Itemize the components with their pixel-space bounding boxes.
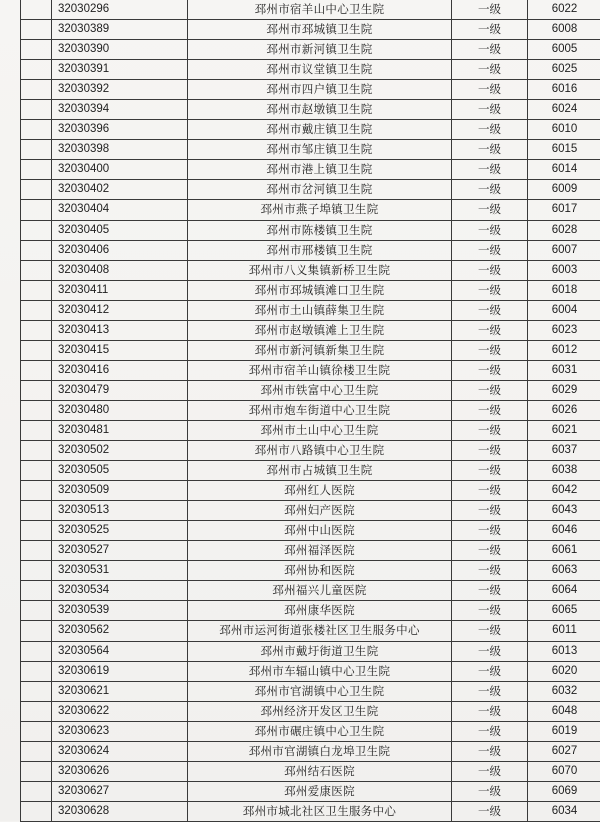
- table-row: [21, 801, 600, 821]
- row-index-cell: [21, 681, 52, 701]
- institution-code-cell: 32030509: [52, 481, 188, 501]
- table-row: [21, 761, 600, 781]
- level-cell: 一级: [452, 521, 528, 541]
- institution-name-cell: 邳州市邹庄镇卫生院: [188, 140, 452, 160]
- institution-name-cell: 邳州市赵墩镇卫生院: [188, 100, 452, 120]
- level-cell: 一级: [452, 741, 528, 761]
- row-index-cell: [21, 601, 52, 621]
- number-cell: 6014: [528, 160, 600, 180]
- institution-name-cell: 邳州福兴儿童医院: [188, 581, 452, 601]
- institution-name-cell: 邳州市占城镇卫生院: [188, 461, 452, 481]
- row-index-cell: [21, 400, 52, 420]
- number-cell: 6007: [528, 240, 600, 260]
- institution-code-cell: 32030391: [52, 60, 188, 80]
- institution-name-cell: 邳州市土山镇薛集卫生院: [188, 300, 452, 320]
- institution-code-cell: 32030413: [52, 320, 188, 340]
- level-cell: 一级: [452, 721, 528, 741]
- level-cell: 一级: [452, 200, 528, 220]
- institution-code-cell: 32030562: [52, 621, 188, 641]
- number-cell: 6017: [528, 200, 600, 220]
- row-index-cell: [21, 420, 52, 440]
- number-cell: 6034: [528, 801, 600, 821]
- number-cell: 6023: [528, 320, 600, 340]
- row-index-cell: [21, 240, 52, 260]
- level-cell: 一级: [452, 781, 528, 801]
- institution-code-cell: 32030534: [52, 581, 188, 601]
- number-cell: 6008: [528, 20, 600, 40]
- level-cell: 一级: [452, 100, 528, 120]
- number-cell: 6046: [528, 521, 600, 541]
- number-cell: 6024: [528, 100, 600, 120]
- table-row: [21, 80, 600, 100]
- institution-code-cell: 32030406: [52, 240, 188, 260]
- table-row: [21, 561, 600, 581]
- institution-code-cell: 32030390: [52, 40, 188, 60]
- row-index-cell: [21, 100, 52, 120]
- institution-name-cell: 邳州爱康医院: [188, 781, 452, 801]
- level-cell: 一级: [452, 0, 528, 20]
- institution-code-cell: 32030296: [52, 0, 188, 20]
- number-cell: 6032: [528, 681, 600, 701]
- number-cell: 6013: [528, 641, 600, 661]
- number-cell: 6022: [528, 0, 600, 20]
- number-cell: 6009: [528, 180, 600, 200]
- institution-code-cell: 32030480: [52, 400, 188, 420]
- table-row: [21, 441, 600, 461]
- level-cell: 一级: [452, 601, 528, 621]
- institution-code-cell: 32030416: [52, 360, 188, 380]
- institution-code-cell: 32030564: [52, 641, 188, 661]
- row-index-cell: [21, 140, 52, 160]
- table-row: [21, 300, 600, 320]
- table-row: [21, 100, 600, 120]
- row-index-cell: [21, 521, 52, 541]
- row-index-cell: [21, 340, 52, 360]
- institution-name-cell: 邳州市新河镇卫生院: [188, 40, 452, 60]
- table-row: [21, 240, 600, 260]
- row-index-cell: [21, 541, 52, 561]
- institution-name-cell: 邳州市宿羊山镇徐楼卫生院: [188, 360, 452, 380]
- level-cell: 一级: [452, 220, 528, 240]
- number-cell: 6065: [528, 601, 600, 621]
- number-cell: 6019: [528, 721, 600, 741]
- level-cell: 一级: [452, 120, 528, 140]
- institution-code-cell: 32030539: [52, 601, 188, 621]
- row-index-cell: [21, 180, 52, 200]
- table-row: [21, 40, 600, 60]
- level-cell: 一级: [452, 581, 528, 601]
- row-index-cell: [21, 280, 52, 300]
- number-cell: 6025: [528, 60, 600, 80]
- institution-name-cell: 邳州市官湖镇中心卫生院: [188, 681, 452, 701]
- institution-name-cell: 邳州市运河街道张楼社区卫生服务中心: [188, 621, 452, 641]
- institution-name-cell: 邳州市邳城镇卫生院: [188, 20, 452, 40]
- level-cell: 一级: [452, 681, 528, 701]
- number-cell: 6005: [528, 40, 600, 60]
- institution-code-cell: 32030619: [52, 661, 188, 681]
- number-cell: 6016: [528, 80, 600, 100]
- level-cell: 一级: [452, 761, 528, 781]
- table-row: [21, 340, 600, 360]
- institution-name-cell: 邳州市陈楼镇卫生院: [188, 220, 452, 240]
- row-index-cell: [21, 40, 52, 60]
- level-cell: 一级: [452, 20, 528, 40]
- level-cell: 一级: [452, 60, 528, 80]
- level-cell: 一级: [452, 461, 528, 481]
- row-index-cell: [21, 200, 52, 220]
- institution-code-cell: 32030411: [52, 280, 188, 300]
- table-row: [21, 420, 600, 440]
- institution-name-cell: 邳州市燕子埠镇卫生院: [188, 200, 452, 220]
- table-row: [21, 481, 600, 501]
- number-cell: 6028: [528, 220, 600, 240]
- level-cell: 一级: [452, 420, 528, 440]
- institution-code-cell: 32030627: [52, 781, 188, 801]
- level-cell: 一级: [452, 40, 528, 60]
- institution-code-cell: 32030404: [52, 200, 188, 220]
- row-index-cell: [21, 741, 52, 761]
- institution-name-cell: 邳州市赵墩镇滩上卫生院: [188, 320, 452, 340]
- row-index-cell: [21, 300, 52, 320]
- level-cell: 一级: [452, 501, 528, 521]
- institution-code-cell: 32030405: [52, 220, 188, 240]
- institution-name-cell: 邳州市土山中心卫生院: [188, 420, 452, 440]
- institution-code-cell: 32030505: [52, 461, 188, 481]
- table-row: [21, 601, 600, 621]
- table-row: [21, 160, 600, 180]
- institution-code-cell: 32030398: [52, 140, 188, 160]
- row-index-cell: [21, 581, 52, 601]
- institution-name-cell: 邳州市铁富中心卫生院: [188, 380, 452, 400]
- number-cell: 6048: [528, 701, 600, 721]
- level-cell: 一级: [452, 481, 528, 501]
- level-cell: 一级: [452, 240, 528, 260]
- level-cell: 一级: [452, 400, 528, 420]
- institution-code-cell: 32030623: [52, 721, 188, 741]
- number-cell: 6027: [528, 741, 600, 761]
- table-row: [21, 220, 600, 240]
- institution-name-cell: 邳州经济开发区卫生院: [188, 701, 452, 721]
- institution-name-cell: 邳州市邳城镇滩口卫生院: [188, 280, 452, 300]
- level-cell: 一级: [452, 621, 528, 641]
- institution-code-cell: 32030415: [52, 340, 188, 360]
- number-cell: 6069: [528, 781, 600, 801]
- number-cell: 6021: [528, 420, 600, 440]
- row-index-cell: [21, 320, 52, 340]
- number-cell: 6038: [528, 461, 600, 481]
- level-cell: 一级: [452, 541, 528, 561]
- row-index-cell: [21, 461, 52, 481]
- institution-name-cell: 邳州结石医院: [188, 761, 452, 781]
- institution-name-cell: 邳州市八义集镇新桥卫生院: [188, 260, 452, 280]
- row-index-cell: [21, 621, 52, 641]
- institution-code-cell: 32030531: [52, 561, 188, 581]
- table-row: [21, 741, 600, 761]
- row-index-cell: [21, 120, 52, 140]
- table-row: [21, 621, 600, 641]
- row-index-cell: [21, 60, 52, 80]
- table-row: [21, 781, 600, 801]
- institution-code-cell: 32030624: [52, 741, 188, 761]
- number-cell: 6070: [528, 761, 600, 781]
- table-row: [21, 0, 600, 20]
- number-cell: 6011: [528, 621, 600, 641]
- level-cell: 一级: [452, 701, 528, 721]
- level-cell: 一级: [452, 340, 528, 360]
- row-index-cell: [21, 481, 52, 501]
- level-cell: 一级: [452, 280, 528, 300]
- table-row: [21, 541, 600, 561]
- number-cell: 6043: [528, 501, 600, 521]
- institution-name-cell: 邳州市邢楼镇卫生院: [188, 240, 452, 260]
- table-row: [21, 581, 600, 601]
- table-row: [21, 681, 600, 701]
- institution-code-cell: 32030400: [52, 160, 188, 180]
- table-row: [21, 60, 600, 80]
- row-index-cell: [21, 360, 52, 380]
- institution-code-cell: 32030392: [52, 80, 188, 100]
- institution-name-cell: 邳州康华医院: [188, 601, 452, 621]
- number-cell: 6012: [528, 340, 600, 360]
- level-cell: 一级: [452, 661, 528, 681]
- row-index-cell: [21, 160, 52, 180]
- institution-code-cell: 32030621: [52, 681, 188, 701]
- level-cell: 一级: [452, 180, 528, 200]
- institution-name-cell: 邳州福泽医院: [188, 541, 452, 561]
- institution-code-cell: 32030502: [52, 441, 188, 461]
- row-index-cell: [21, 260, 52, 280]
- number-cell: 6029: [528, 380, 600, 400]
- level-cell: 一级: [452, 360, 528, 380]
- level-cell: 一级: [452, 641, 528, 661]
- table-row: [21, 641, 600, 661]
- row-index-cell: [21, 20, 52, 40]
- table-row: [21, 380, 600, 400]
- institution-name-cell: 邳州市碾庄镇中心卫生院: [188, 721, 452, 741]
- number-cell: 6003: [528, 260, 600, 280]
- row-index-cell: [21, 761, 52, 781]
- institution-code-cell: 32030412: [52, 300, 188, 320]
- row-index-cell: [21, 561, 52, 581]
- table-row: [21, 501, 600, 521]
- number-cell: 6018: [528, 280, 600, 300]
- institution-name-cell: 邳州市新河镇新集卫生院: [188, 340, 452, 360]
- level-cell: 一级: [452, 140, 528, 160]
- level-cell: 一级: [452, 380, 528, 400]
- table-row: [21, 20, 600, 40]
- table-row: [21, 260, 600, 280]
- number-cell: 6061: [528, 541, 600, 561]
- number-cell: 6042: [528, 481, 600, 501]
- table-row: [21, 461, 600, 481]
- table-row: [21, 120, 600, 140]
- institution-name-cell: 邳州红人医院: [188, 481, 452, 501]
- institution-name-cell: 邳州市戴庄镇卫生院: [188, 120, 452, 140]
- institution-name-cell: 邳州市八路镇中心卫生院: [188, 441, 452, 461]
- institution-name-cell: 邳州中山医院: [188, 521, 452, 541]
- institution-code-cell: 32030628: [52, 801, 188, 821]
- institution-code-cell: 32030525: [52, 521, 188, 541]
- table-row: [21, 200, 600, 220]
- institution-code-cell: 32030408: [52, 260, 188, 280]
- table-row: [21, 140, 600, 160]
- number-cell: 6063: [528, 561, 600, 581]
- institution-code-cell: 32030402: [52, 180, 188, 200]
- row-index-cell: [21, 701, 52, 721]
- institution-name-cell: 邳州市城北社区卫生服务中心: [188, 801, 452, 821]
- row-index-cell: [21, 380, 52, 400]
- table-row: [21, 280, 600, 300]
- institution-name-cell: 邳州市官湖镇白龙埠卫生院: [188, 741, 452, 761]
- table-row: [21, 721, 600, 741]
- row-index-cell: [21, 641, 52, 661]
- institution-code-cell: 32030513: [52, 501, 188, 521]
- row-index-cell: [21, 801, 52, 821]
- table-row: [21, 521, 600, 541]
- institution-code-cell: 32030622: [52, 701, 188, 721]
- number-cell: 6037: [528, 441, 600, 461]
- row-index-cell: [21, 661, 52, 681]
- level-cell: 一级: [452, 561, 528, 581]
- level-cell: 一级: [452, 160, 528, 180]
- table-row: [21, 320, 600, 340]
- number-cell: 6015: [528, 140, 600, 160]
- number-cell: 6064: [528, 581, 600, 601]
- level-cell: 一级: [452, 300, 528, 320]
- table-body: [21, 0, 600, 821]
- institution-code-cell: 32030394: [52, 100, 188, 120]
- number-cell: 6010: [528, 120, 600, 140]
- institution-name-cell: 邳州市四户镇卫生院: [188, 80, 452, 100]
- row-index-cell: [21, 441, 52, 461]
- row-index-cell: [21, 80, 52, 100]
- row-index-cell: [21, 721, 52, 741]
- number-cell: 6020: [528, 661, 600, 681]
- level-cell: 一级: [452, 801, 528, 821]
- institution-name-cell: 邳州市议堂镇卫生院: [188, 60, 452, 80]
- institution-name-cell: 邳州妇产医院: [188, 501, 452, 521]
- institution-code-cell: 32030626: [52, 761, 188, 781]
- number-cell: 6004: [528, 300, 600, 320]
- hospital-registry-table: [20, 0, 600, 822]
- institution-name-cell: 邳州市炮车街道中心卫生院: [188, 400, 452, 420]
- level-cell: 一级: [452, 260, 528, 280]
- institution-name-cell: 邳州协和医院: [188, 561, 452, 581]
- row-index-cell: [21, 781, 52, 801]
- level-cell: 一级: [452, 80, 528, 100]
- institution-code-cell: 32030389: [52, 20, 188, 40]
- table-row: [21, 400, 600, 420]
- number-cell: 6026: [528, 400, 600, 420]
- institution-code-cell: 32030481: [52, 420, 188, 440]
- number-cell: 6031: [528, 360, 600, 380]
- institution-name-cell: 邳州市岔河镇卫生院: [188, 180, 452, 200]
- institution-name-cell: 邳州市戴圩街道卫生院: [188, 641, 452, 661]
- table-row: [21, 701, 600, 721]
- table-row: [21, 661, 600, 681]
- institution-code-cell: 32030396: [52, 120, 188, 140]
- row-index-cell: [21, 220, 52, 240]
- row-index-cell: [21, 501, 52, 521]
- level-cell: 一级: [452, 320, 528, 340]
- institution-name-cell: 邳州市车辐山镇中心卫生院: [188, 661, 452, 681]
- level-cell: 一级: [452, 441, 528, 461]
- row-index-cell: [21, 0, 52, 20]
- table-row: [21, 360, 600, 380]
- institution-code-cell: 32030527: [52, 541, 188, 561]
- table-row: [21, 180, 600, 200]
- institution-code-cell: 32030479: [52, 380, 188, 400]
- institution-name-cell: 邳州市宿羊山中心卫生院: [188, 0, 452, 20]
- institution-name-cell: 邳州市港上镇卫生院: [188, 160, 452, 180]
